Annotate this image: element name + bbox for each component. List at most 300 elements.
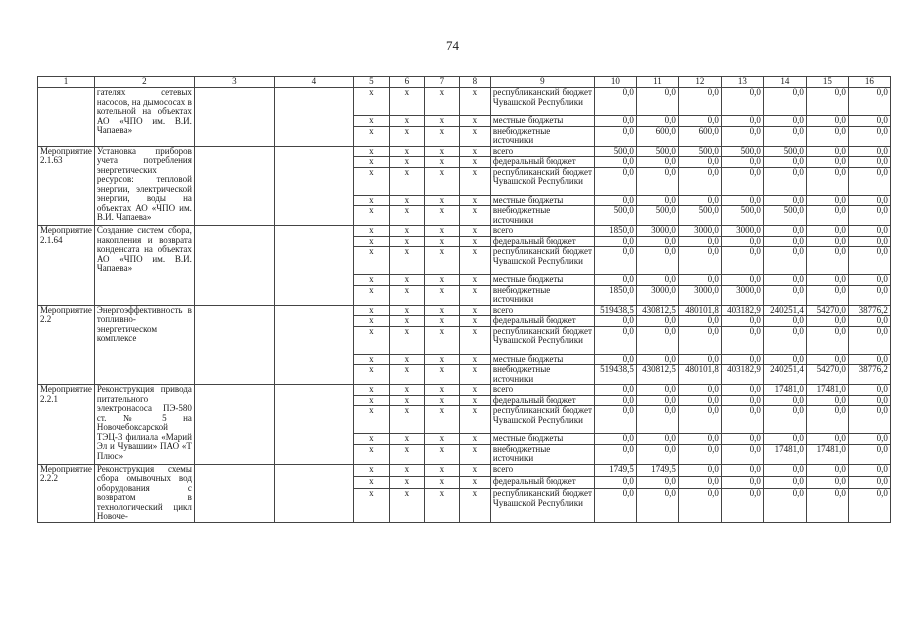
table-row: [38, 464, 891, 476]
code-mark: x: [459, 146, 490, 157]
amount-cell: 430812,5: [636, 305, 678, 316]
amount-cell: 0,0: [721, 464, 763, 476]
code-mark: x: [459, 385, 490, 396]
amount-cell: 0,0: [806, 146, 848, 157]
amount-cell: 0,0: [806, 326, 848, 354]
amount-cell: 0,0: [678, 354, 721, 365]
amount-cell: 0,0: [594, 195, 636, 206]
amount-cell: 17481,0: [806, 385, 848, 396]
amount-cell: 0,0: [848, 195, 890, 206]
measure-id: [38, 88, 95, 147]
code-mark: x: [389, 226, 424, 237]
code-mark: x: [459, 195, 490, 206]
amount-cell: 3000,0: [636, 285, 678, 305]
amount-cell: 0,0: [636, 236, 678, 247]
code-mark: x: [459, 247, 490, 275]
amount-cell: 0,0: [848, 157, 890, 168]
amount-cell: 0,0: [806, 464, 848, 476]
amount-cell: 1749,5: [594, 464, 636, 476]
amount-cell: 0,0: [678, 385, 721, 396]
code-mark: x: [424, 444, 459, 464]
amount-cell: 0,0: [721, 126, 763, 146]
amount-cell: 3000,0: [678, 285, 721, 305]
code-mark: x: [459, 395, 490, 406]
amount-cell: 500,0: [721, 206, 763, 226]
amount-cell: 17481,0: [763, 385, 806, 396]
amount-cell: 0,0: [721, 157, 763, 168]
amount-cell: 0,0: [763, 275, 806, 286]
amount-cell: 0,0: [806, 434, 848, 445]
code-mark: x: [353, 285, 389, 305]
code-mark: x: [353, 365, 389, 385]
amount-cell: 0,0: [806, 316, 848, 327]
code-mark: x: [459, 226, 490, 237]
amount-cell: 0,0: [721, 275, 763, 286]
funding-source: федеральный бюджет: [490, 236, 594, 247]
table-row: [38, 88, 891, 116]
column-number: 8: [459, 77, 490, 88]
code-mark: x: [459, 476, 490, 488]
participants-cell: [274, 464, 353, 522]
amount-cell: 500,0: [594, 146, 636, 157]
amount-cell: 0,0: [678, 157, 721, 168]
code-mark: x: [353, 316, 389, 327]
code-mark: x: [353, 434, 389, 445]
code-mark: x: [353, 236, 389, 247]
funding-source: местные бюджеты: [490, 275, 594, 286]
amount-cell: 0,0: [721, 88, 763, 116]
funding-source: федеральный бюджет: [490, 476, 594, 488]
measure-id: Мероприятие 2.1.63: [38, 146, 95, 226]
amount-cell: 0,0: [763, 434, 806, 445]
code-mark: x: [353, 464, 389, 476]
amount-cell: 0,0: [848, 275, 890, 286]
amount-cell: 0,0: [636, 88, 678, 116]
funding-source: федеральный бюджет: [490, 316, 594, 327]
amount-cell: 0,0: [848, 316, 890, 327]
amount-cell: 0,0: [848, 489, 890, 522]
responsible-cell: [194, 88, 274, 147]
amount-cell: 0,0: [594, 354, 636, 365]
amount-cell: 0,0: [763, 226, 806, 237]
page-number: 74: [446, 38, 459, 53]
code-mark: x: [353, 116, 389, 127]
amount-cell: 0,0: [763, 126, 806, 146]
code-mark: x: [389, 305, 424, 316]
code-mark: x: [424, 206, 459, 226]
code-mark: x: [389, 116, 424, 127]
budget-table: [37, 76, 891, 523]
amount-cell: 0,0: [763, 167, 806, 195]
code-mark: x: [424, 406, 459, 434]
amount-cell: 600,0: [678, 126, 721, 146]
amount-cell: 0,0: [678, 444, 721, 464]
code-mark: x: [459, 316, 490, 327]
amount-cell: 0,0: [594, 434, 636, 445]
funding-source: республиканский бюджет Чувашской Республики: [490, 406, 594, 434]
amount-cell: 0,0: [806, 167, 848, 195]
participants-cell: [274, 305, 353, 385]
column-number: 1: [38, 77, 95, 88]
amount-cell: 0,0: [848, 406, 890, 434]
code-mark: x: [389, 195, 424, 206]
amount-cell: 0,0: [763, 476, 806, 488]
amount-cell: 0,0: [806, 489, 848, 522]
funding-source: республиканский бюджет Чувашской Республики: [490, 326, 594, 354]
column-number: 9: [490, 77, 594, 88]
code-mark: x: [353, 206, 389, 226]
amount-cell: 0,0: [678, 464, 721, 476]
amount-cell: 500,0: [636, 146, 678, 157]
code-mark: x: [389, 365, 424, 385]
participants-cell: [274, 88, 353, 147]
funding-source: всего: [490, 464, 594, 476]
amount-cell: 0,0: [636, 326, 678, 354]
responsible-cell: [194, 226, 274, 306]
code-mark: x: [459, 305, 490, 316]
amount-cell: 500,0: [763, 146, 806, 157]
amount-cell: 0,0: [636, 406, 678, 434]
amount-cell: 0,0: [636, 444, 678, 464]
header-row: [38, 77, 891, 88]
funding-source: местные бюджеты: [490, 354, 594, 365]
amount-cell: 403182,9: [721, 365, 763, 385]
code-mark: x: [389, 326, 424, 354]
amount-cell: 0,0: [848, 226, 890, 237]
funding-source: федеральный бюджет: [490, 157, 594, 168]
funding-source: республиканский бюджет Чувашской Республики: [490, 88, 594, 116]
amount-cell: 0,0: [763, 285, 806, 305]
amount-cell: 0,0: [806, 406, 848, 434]
code-mark: x: [389, 476, 424, 488]
amount-cell: 0,0: [848, 146, 890, 157]
table-row: [38, 385, 891, 396]
amount-cell: 0,0: [721, 489, 763, 522]
code-mark: x: [389, 434, 424, 445]
code-mark: x: [424, 489, 459, 522]
funding-source: внебюджетные источники: [490, 126, 594, 146]
code-mark: x: [459, 365, 490, 385]
code-mark: x: [459, 275, 490, 286]
amount-cell: 0,0: [806, 88, 848, 116]
code-mark: x: [389, 157, 424, 168]
amount-cell: 0,0: [763, 395, 806, 406]
amount-cell: 0,0: [721, 444, 763, 464]
code-mark: x: [353, 157, 389, 168]
amount-cell: 0,0: [806, 126, 848, 146]
code-mark: x: [459, 167, 490, 195]
table-row: [38, 305, 891, 316]
amount-cell: 0,0: [848, 464, 890, 476]
amount-cell: 0,0: [594, 476, 636, 488]
amount-cell: 0,0: [721, 395, 763, 406]
amount-cell: 0,0: [636, 167, 678, 195]
amount-cell: 0,0: [848, 88, 890, 116]
code-mark: x: [424, 285, 459, 305]
amount-cell: 0,0: [721, 316, 763, 327]
amount-cell: 0,0: [848, 476, 890, 488]
amount-cell: 0,0: [806, 285, 848, 305]
amount-cell: 0,0: [806, 195, 848, 206]
column-number: 7: [424, 77, 459, 88]
amount-cell: 3000,0: [636, 226, 678, 237]
amount-cell: 0,0: [848, 395, 890, 406]
measure-name: Реконструкция привода питательного электронасоса ПЭ-580 ст. № 5 на Новочебоксарской ТЭЦ-3 филиала «Марий Эл и Чувашии» ПАО «Т Плюс»: [94, 385, 194, 465]
funding-source: местные бюджеты: [490, 195, 594, 206]
amount-cell: 0,0: [721, 385, 763, 396]
code-mark: x: [424, 146, 459, 157]
code-mark: x: [353, 167, 389, 195]
code-mark: x: [424, 305, 459, 316]
table-row: [38, 146, 891, 157]
funding-source: республиканский бюджет Чувашской Республики: [490, 167, 594, 195]
code-mark: x: [389, 385, 424, 396]
amount-cell: 0,0: [678, 275, 721, 286]
code-mark: x: [424, 275, 459, 286]
amount-cell: 0,0: [806, 236, 848, 247]
measure-name: Энергоэффективность в топливно-энергетическом комплексе: [94, 305, 194, 385]
amount-cell: 0,0: [848, 247, 890, 275]
amount-cell: 0,0: [594, 489, 636, 522]
code-mark: x: [389, 206, 424, 226]
column-number: 10: [594, 77, 636, 88]
amount-cell: 0,0: [594, 316, 636, 327]
amount-cell: 0,0: [848, 354, 890, 365]
measure-id: Мероприятие 2.1.64: [38, 226, 95, 306]
amount-cell: 240251,4: [763, 305, 806, 316]
amount-cell: 0,0: [636, 316, 678, 327]
amount-cell: 0,0: [763, 247, 806, 275]
code-mark: x: [353, 88, 389, 116]
code-mark: x: [389, 236, 424, 247]
amount-cell: 0,0: [594, 88, 636, 116]
amount-cell: 0,0: [594, 385, 636, 396]
participants-cell: [274, 226, 353, 306]
amount-cell: 0,0: [806, 275, 848, 286]
code-mark: x: [389, 285, 424, 305]
amount-cell: 0,0: [763, 464, 806, 476]
code-mark: x: [424, 167, 459, 195]
code-mark: x: [353, 247, 389, 275]
code-mark: x: [424, 354, 459, 365]
amount-cell: 0,0: [763, 116, 806, 127]
responsible-cell: [194, 464, 274, 522]
code-mark: x: [353, 354, 389, 365]
measure-name: гателях сетевых насосов, на дымососах в котельной на объектах АО «ЧПО им. В.И. Чапаева»: [94, 88, 194, 147]
amount-cell: 519438,5: [594, 305, 636, 316]
amount-cell: 500,0: [636, 206, 678, 226]
amount-cell: 500,0: [678, 146, 721, 157]
amount-cell: 0,0: [721, 195, 763, 206]
column-number: 2: [94, 77, 194, 88]
column-number: 12: [678, 77, 721, 88]
code-mark: x: [424, 247, 459, 275]
amount-cell: 0,0: [763, 236, 806, 247]
amount-cell: 54270,0: [806, 365, 848, 385]
amount-cell: 403182,9: [721, 305, 763, 316]
amount-cell: 0,0: [806, 395, 848, 406]
code-mark: x: [459, 88, 490, 116]
amount-cell: 0,0: [721, 406, 763, 434]
amount-cell: 0,0: [636, 385, 678, 396]
code-mark: x: [459, 434, 490, 445]
amount-cell: 0,0: [721, 434, 763, 445]
amount-cell: 480101,8: [678, 365, 721, 385]
code-mark: x: [459, 354, 490, 365]
amount-cell: 0,0: [636, 116, 678, 127]
amount-cell: 1850,0: [594, 226, 636, 237]
amount-cell: 0,0: [848, 236, 890, 247]
amount-cell: 0,0: [848, 285, 890, 305]
amount-cell: 0,0: [763, 88, 806, 116]
code-mark: x: [424, 316, 459, 327]
code-mark: x: [424, 88, 459, 116]
amount-cell: 38776,2: [848, 305, 890, 316]
amount-cell: 0,0: [636, 354, 678, 365]
code-mark: x: [424, 236, 459, 247]
code-mark: x: [353, 305, 389, 316]
amount-cell: 0,0: [848, 167, 890, 195]
amount-cell: 500,0: [721, 146, 763, 157]
code-mark: x: [424, 464, 459, 476]
code-mark: x: [353, 406, 389, 434]
amount-cell: 0,0: [636, 476, 678, 488]
code-mark: x: [424, 365, 459, 385]
code-mark: x: [459, 126, 490, 146]
code-mark: x: [459, 406, 490, 434]
code-mark: x: [424, 116, 459, 127]
amount-cell: 0,0: [594, 116, 636, 127]
amount-cell: 0,0: [594, 157, 636, 168]
code-mark: x: [459, 285, 490, 305]
amount-cell: 0,0: [678, 326, 721, 354]
amount-cell: 3000,0: [721, 226, 763, 237]
code-mark: x: [353, 444, 389, 464]
funding-source: всего: [490, 146, 594, 157]
code-mark: x: [353, 476, 389, 488]
amount-cell: 519438,5: [594, 365, 636, 385]
code-mark: x: [459, 157, 490, 168]
amount-cell: 0,0: [594, 395, 636, 406]
code-mark: x: [389, 167, 424, 195]
amount-cell: 0,0: [636, 195, 678, 206]
amount-cell: 0,0: [594, 167, 636, 195]
amount-cell: 0,0: [594, 236, 636, 247]
code-mark: x: [353, 326, 389, 354]
code-mark: x: [424, 395, 459, 406]
amount-cell: 0,0: [636, 275, 678, 286]
code-mark: x: [389, 275, 424, 286]
amount-cell: 0,0: [636, 489, 678, 522]
column-number: 15: [806, 77, 848, 88]
amount-cell: 0,0: [806, 116, 848, 127]
amount-cell: 38776,2: [848, 365, 890, 385]
measure-name: Установка приборов учета потребления энергетических ресурсов: тепловой энергии, электрической энергии, воды на объектах АО «ЧПО им. В.И. Чапаева»: [94, 146, 194, 226]
amount-cell: 0,0: [848, 385, 890, 396]
code-mark: x: [459, 236, 490, 247]
funding-source: внебюджетные источники: [490, 206, 594, 226]
amount-cell: 0,0: [721, 476, 763, 488]
funding-source: федеральный бюджет: [490, 395, 594, 406]
amount-cell: 0,0: [678, 489, 721, 522]
funding-source: всего: [490, 226, 594, 237]
amount-cell: 0,0: [763, 326, 806, 354]
amount-cell: 0,0: [806, 206, 848, 226]
code-mark: x: [459, 116, 490, 127]
amount-cell: 0,0: [806, 354, 848, 365]
participants-cell: [274, 146, 353, 226]
amount-cell: 0,0: [678, 476, 721, 488]
amount-cell: 0,0: [594, 275, 636, 286]
code-mark: x: [424, 385, 459, 396]
code-mark: x: [353, 146, 389, 157]
code-mark: x: [389, 247, 424, 275]
amount-cell: 0,0: [636, 395, 678, 406]
amount-cell: 0,0: [848, 116, 890, 127]
amount-cell: 0,0: [678, 116, 721, 127]
amount-cell: 0,0: [721, 247, 763, 275]
amount-cell: 0,0: [721, 116, 763, 127]
amount-cell: 0,0: [806, 247, 848, 275]
amount-cell: 1850,0: [594, 285, 636, 305]
amount-cell: 500,0: [763, 206, 806, 226]
amount-cell: 0,0: [678, 195, 721, 206]
amount-cell: 0,0: [636, 434, 678, 445]
amount-cell: 0,0: [636, 247, 678, 275]
amount-cell: 500,0: [678, 206, 721, 226]
code-mark: x: [389, 316, 424, 327]
funding-source: всего: [490, 305, 594, 316]
amount-cell: 0,0: [763, 406, 806, 434]
funding-source: всего: [490, 385, 594, 396]
code-mark: x: [353, 195, 389, 206]
code-mark: x: [353, 226, 389, 237]
code-mark: x: [459, 489, 490, 522]
amount-cell: 0,0: [594, 326, 636, 354]
code-mark: x: [424, 157, 459, 168]
code-mark: x: [389, 489, 424, 522]
amount-cell: 0,0: [594, 126, 636, 146]
code-mark: x: [389, 464, 424, 476]
amount-cell: 1749,5: [636, 464, 678, 476]
amount-cell: 600,0: [636, 126, 678, 146]
amount-cell: 0,0: [848, 326, 890, 354]
responsible-cell: [194, 146, 274, 226]
amount-cell: 17481,0: [763, 444, 806, 464]
amount-cell: 3000,0: [678, 226, 721, 237]
amount-cell: 17481,0: [806, 444, 848, 464]
code-mark: x: [353, 385, 389, 396]
amount-cell: 500,0: [594, 206, 636, 226]
code-mark: x: [424, 476, 459, 488]
code-mark: x: [459, 464, 490, 476]
amount-cell: 0,0: [678, 434, 721, 445]
funding-source: внебюджетные источники: [490, 365, 594, 385]
responsible-cell: [194, 385, 274, 465]
column-number: 11: [636, 77, 678, 88]
code-mark: x: [353, 275, 389, 286]
amount-cell: 0,0: [848, 206, 890, 226]
amount-cell: 0,0: [806, 157, 848, 168]
amount-cell: 0,0: [763, 195, 806, 206]
measure-name: Реконструкция схемы сбора омывочных вод оборудования с возвратом в технологический цикл Новоче-: [94, 464, 194, 522]
table-row: [38, 226, 891, 237]
amount-cell: 0,0: [763, 489, 806, 522]
amount-cell: 480101,8: [678, 305, 721, 316]
column-number: 5: [353, 77, 389, 88]
column-number: 16: [848, 77, 890, 88]
amount-cell: 0,0: [678, 316, 721, 327]
